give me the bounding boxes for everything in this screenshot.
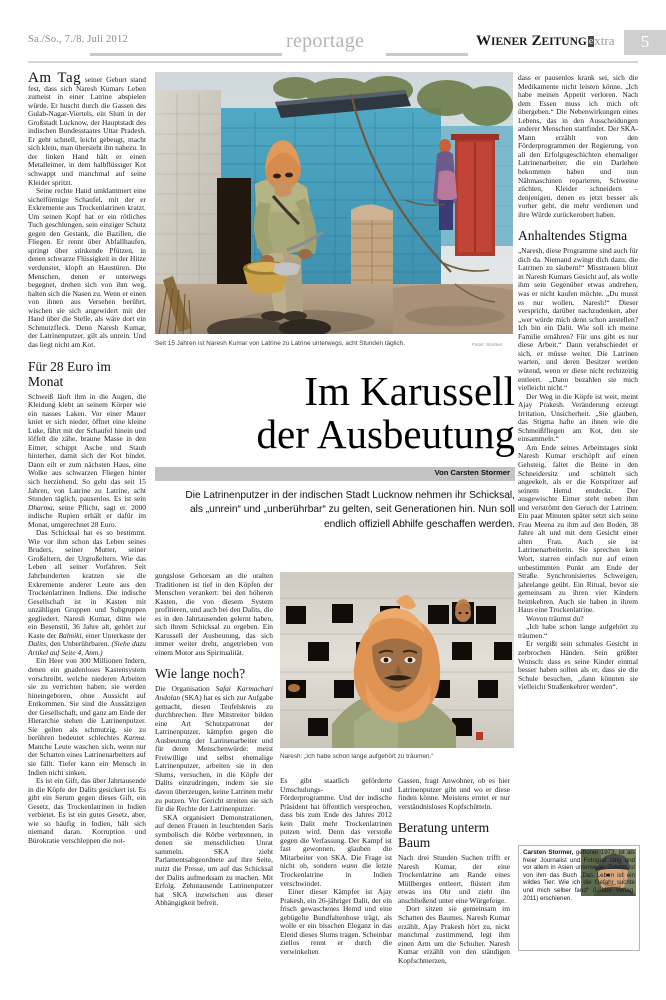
- c2-subhead: Wie lange noch?: [155, 666, 246, 682]
- headline-line-1: Im Karussell: [304, 368, 515, 414]
- second-photo-image: [280, 572, 514, 748]
- article-headline: [155, 370, 515, 456]
- section-name: reportage: [286, 30, 365, 52]
- c1-p3b: , seine Pflicht, sagt er. 2000 indische Rupien erhält er dafür im Monat, umgerechnet 28 Euro.: [28, 502, 146, 529]
- c1-p3-italic: Dharma: [28, 502, 53, 512]
- c1-lead-paragraph: [28, 70, 146, 187]
- c4-p2: Nach drei Stunden Suchen trifft er Naresh Kumar, der eine Trockenlatrine am Rande eines Müllberges entleert, flüstert ihm etwas ins Ohr und zieht ihn anschließend unter eine Würgefeige.: [398, 853, 510, 905]
- masthead-bottom-rule: [28, 61, 638, 63]
- logo-extra-label: [588, 33, 615, 49]
- c1-p4-italic-3: (Siehe dazu Artikel auf Seite 4, Anm.): [28, 639, 146, 657]
- c1-p5: [28, 657, 146, 777]
- c1-p2: Seine rechte Hand umklammert eine sichelförmige Schaufel, mit der er Exkremente aus Trockenlatrinen kratzt. Um seinen Kopf hat er ein rötliches Tuch geschlungen, sein einziger Schutz gegen den Gestank, die Bazillen, die Fliegen. Er rennt über Abfallhaufen, springt über stinkende Pfützen, in denen schwarze Flüssigkeit in der Hitze verdunstet, klopft an Haustüren. Die Menschen, denen er unterwegs begegnet, drehen sich von ihm weg, halten sich die Nasen zu. Wenn er einen von ihnen aus Versehen berührt, wischen sie sich angewidert mit der Hand über die Stelle, als wäre dort ein Schmutzfleck. Denn Naresh Kumar, der Latrinenputzer, gilt als unrein. Und das liegt nicht am Kot.: [28, 186, 147, 349]
- masthead-rule-right: [386, 53, 468, 56]
- c2-p2: [155, 685, 273, 813]
- masthead-rule-left: [90, 53, 282, 56]
- column-5: [518, 74, 638, 692]
- c3-p2: Einer dieser Kämpfer ist Ajay Prakesh, ein 26-jähriger Dalit, der ein frisch gewaschenes Hemd und eine gebügelte Bundfaltenhose trägt, als wolle er ein bisschen Eleganz in das Elend dieses Slums tragen. Scheinbar ziellos rennt er durch die verwinkelten: [280, 887, 392, 956]
- c1-p4-italic-2: Dalits: [28, 639, 47, 649]
- column-2: [155, 572, 273, 908]
- c4-p3: Dort sitzen sie gemeinsam im Schatten des Baumes. Naresh Kumar erzählt, Ajay Prakesh hört zu, nickt manchmal zustimmend, legt ihm einen Arm um die Schulter. Naresh Kumar erzählt von den ständigen Kopfschmerzen,: [398, 904, 510, 965]
- c3-p1: [280, 777, 392, 888]
- page-number-box: [624, 30, 666, 55]
- c2-p3: SKA organisiert Demonstrationen, auf denen Frauen in leuchtenden Saris symbolisch die Körbe verbrennen, in denen sie menschlichen Unrat sammeln. SKA zieht Parlamentsabgeordnete auf ihre Seite, nutzt die Presse, um auf das Schicksal der Dalits aufmerksam zu machen. Mit Erfolg. Zehntausende Latrinenputzer hat SKA inzwischen aus dieser Abhängigkeit befreit.: [155, 812, 273, 908]
- logo-word-wiener: WIENER: [476, 33, 528, 49]
- c1-p5-italic: Karma: [123, 733, 145, 743]
- c2-p2-italic: Safai Karmachari Andolan: [155, 684, 273, 703]
- main-photo-image: [155, 72, 513, 334]
- main-photo-credit: Fotos: Stormer: [472, 342, 503, 347]
- column-3: [280, 777, 392, 956]
- c5-subhead: Anhaltendes Stigma: [518, 228, 628, 244]
- logo-extra-rest: xtra: [594, 33, 615, 48]
- c1-p4: [28, 529, 146, 657]
- author-bio-box: [518, 845, 640, 951]
- c1-p4-italic-1: Balmiki: [58, 630, 82, 640]
- c1-p3a: Schweiß läuft ihm in die Augen, die Kleidung klebt an seinem Körper wie ein nasses Laken. Vor einer Mauer kniet er sich nieder, öffnet eine kleine Luke, fährt mit der Schaufel hinein und löffelt die zähe, braune Masse in den Eimer, schippt Asche und Staub hinterher, damit sich der Kot bindet. Dann eilt er zum nächsten Haus, eine Wolke aus schwarzen Fliegen hinter sich herziehend. So geht das seit 15 Jahren, von Latrine zu Latrine, acht Stunden täglich, pausenlos. Es ist sein: [28, 391, 146, 504]
- logo-word-zeitung: ZEITUNG: [531, 33, 587, 49]
- article-standfirst: Die Latrinenputzer in der indischen Stadt Lucknow nehmen ihr Schicksal, als „unrein“ und „unberührbar“ zu gelten, seit Generationen hin. Nun soll endlich offiziell Abhilfe geschaffen werden.: [185, 490, 515, 530]
- c1-p4a: Das Schicksal hat es so bestimmt. Wie vor ihm schon das Leben seines Bruders, seiner Mutter, seiner Großeltern, der Urgroßeltern. Wie das Leben all seiner Vorfahren. Seit Jahrhunderten kratzen sie die Exkremente anderer Leute aus den Trockenlatrinen Indiens. Die indische Gesellschaft ist in Kasten mit unzähligen Gruppen und Subgruppen gegliedert. Naresh Kumar, dünn wie ein Besenstil, 36 Jahre alt, gehört zur Kaste der: [28, 528, 146, 640]
- c3-p1-italic: wann: [341, 861, 358, 871]
- c5-p4: Am Ende seines Arbeitstages sinkt Naresh Kumar erschöpft auf einen Gehsteig, faltet die Beine in den Schneidersitz und schüttelt sich angeekelt, als er die Kotspritzer auf seinem Hemd entdeckt. Der ausgewischte Eimer steht neben ihm und verströmt den Geruch der Latrinen. Ein paar Minuten später setzt sich seine Frau Meena zu ihm auf den Boden, 38 Jahre alt und mit dem Gesicht einer alten Frau. Auch sie ist Latrinenarbeiterin. Sie sprechen kein Wort, starren einfach nur auf einen unbestimmten Punkt am Ende der Straße. Synchronisiertes Schweigen, jahrelange geübt. Ein Ritual, bevor sie gemeinsam zu ihren vier Kindern heimkehren. Auch sie haben in ihrem Haus eine Trockenlatrine.: [518, 442, 638, 615]
- c5-p3: Der Weg in die Köpfe ist weit, meint Ajay Prakesh. Veränderung erzeugt Irritation, Unsicherheit. „Sie glauben, das Stigma hafte an ihnen wie die Schmeißfliegen am Kot, den sie einsammeln.“: [518, 391, 638, 444]
- c1-p1: seiner Geburt stand fest, dass sich Naresh Kumars Leben zumeist in einer Latrine abspielen würde. Er huscht durch die Gassen des Gulab-Nagar-Viertels, ein Slum in der Großstadt Lucknow, der Hauptstadt des indischen Bundesstaates Uttar Pradesh. Er geht schnell, leicht gebeugt, macht sich klein, man übersieht ihn nahezu. In der linken Hand hält er einen Metalleimer, in dem halbflüssiger Kot schwappt und manchmal auf seine Kleider spritzt.: [28, 75, 146, 187]
- c4-subhead: Beratung unterm Baum: [398, 820, 490, 851]
- masthead: [28, 30, 650, 64]
- main-photo: [155, 72, 513, 334]
- headline-line-2: der Ausbeutung: [256, 411, 515, 457]
- article-byline: Von Carsten Stormer: [434, 468, 510, 477]
- c2-p2b: (SKA) hat es sich zur Aufgabe gemacht, diesen Teufelskreis zu durchbrechen. Ihre Mitstreiter bilden eine Art Schutzpatronat der Latrinenputzer, kämpfen gegen die Ausbeutung der Latrinenarbeiter und für deren Menschenwürde: meist Freiwillige und selbst ehemalige Latrinenputzer, arbeiten sie in den Slums, versuchen, in die Köpfe der Dalits einzudringen, indem sie sie davon überzeugen, keine Latrinen mehr zu putzen. Vor Gericht streiten sie sich für die Rechte der Latrinenputzer.: [155, 693, 273, 814]
- main-photo-caption: Seit 15 Jahren ist Naresh Kumar von Latrine zu Latrine unterwegs, acht Stunden täglich.: [155, 340, 406, 347]
- page-number: 5: [640, 32, 650, 51]
- c5-p6: „Ich habe schon lange aufgehört zu träumen.“: [518, 622, 638, 640]
- c3-p1b: die letzte Trockenlatrine in Indien verschwindet.: [280, 861, 392, 888]
- column-4: [398, 777, 510, 965]
- c1-lead-in: Am Tag: [28, 70, 82, 86]
- c1-p6: Es ist ein Gift, das über Jahrtausende in die Köpfe der Dalits gesickert ist. Es gibt ein Serum gegen dieses Gift, ein Gesetz, das Trockenlatrinen in Indien verbietet. Es ist ein gutes Gesetz, aber, wie so häufig in Indien, hält sich niemand daran. Korruption und Bürokratie verschleppen die not-: [28, 776, 146, 845]
- c3-p1a: Es gibt staatlich geförderte Umschulungs- und Förderprogramme. Und der indische Präsident hat öffentlich versprochen, dass bis zum Ende des Jahres 2012 kein Dalit mehr Trockenlatrinen putzen wird. Denn das verstoße gegen die Verfassung. Der Kampf ist fast gewonnen, glauben die Mitarbeiter von SKA. Die Frage ist nicht ob, sondern: [280, 776, 392, 871]
- c2-p2a: Die Organisation: [155, 684, 216, 694]
- c1-p4c: , den Unberührbaren.: [46, 639, 112, 649]
- c5-p7: Er vergißt sein schmales Gesicht in zerbrochen Händen. Sein größter Wunsch: dass es seine Kinder einmal besser haben sollen als er, dass sie die Schule besuchen, „dann könnten sie vielleicht Straßenkehrer werden“.: [518, 639, 638, 692]
- second-photo: [280, 572, 514, 748]
- c1-p5a: Ein Heer von 300 Millionen Indern, denen ein gnadenloses Kastensystem vorschreibt, welche niederen Arbeiten sie zu verrichten haben; sie werden hineingeboren, ohne Aussicht auf Entkommen. Sie sind die Aussätzigen der Gesellschaft, und ganz am Ende der Hierarchie stehen die Latrinenputzer. Sie gelten als schmutzig, sie zu berühren bedeutet schlechtes: [28, 656, 146, 743]
- wiener-zeitung-logo: [476, 32, 615, 50]
- column-1: [28, 70, 147, 845]
- c5-p1: dass er pausenlos krank sei, sich die Medikamente nicht leisten könne. „Ich habe meinen Appetit verloren. Nach dem Essen muss ich mich oft übergeben.“ Die Nebenwirkungen eines Lebens, das in den Ausscheidungen anderer Menschen stattfindet. Der SKA-Mann erzählt von den Förderprogrammen der Regierung, von all den Erfolgsgeschichten ehemaliger Latrinenarbeiter, die ein Darlehen bekommen haben und nun Nähmaschinen reparieren, Schweine züchten, Kleider schneidern – denjenigen, denen es jetzt besser als vorher geht, die mehr verdienen und ihre Würde zurückerobert haben.: [518, 73, 638, 219]
- logo-extra-e: e: [588, 36, 594, 47]
- c1-p4b: , einer Unterkaste der: [81, 630, 146, 640]
- c1-p3: [28, 393, 146, 530]
- author-bio-text: [523, 849, 635, 902]
- c1-p5b: . Manche Leute waschen sich, wenn nur der Schatten eines Latrinenarbeiters auf sie fällt. Tiefer kann ein Mensch in Indien nicht sinken.: [28, 733, 146, 777]
- issue-date: Sa./So., 7./8. Juli 2012: [28, 34, 128, 45]
- c1-subhead: Für 28 Euro im Monat: [28, 358, 111, 389]
- second-photo-caption: Naresh: „Ich habe schon lange aufgehört zu träumen.“: [280, 753, 434, 760]
- author-name: Carsten Stormer,: [523, 849, 574, 856]
- author-bio-body: geboren 1973, ist als freier Journalist und Fotograf tätig und vor allem in Asien unterwegs. Zuletzt ist von ihm das Buch „Das Leben ist ein wildes Tier: Wie ich die Gefahr suchte und mich selber fand“ (Lübbe Verlag, 2011) erschienen.: [523, 849, 635, 902]
- c4-p1: Gassen, fragt Anwohner, ob es hier Latrinenputzer gibt und wo er diese finden könne. Meistens erntet er nur verständnisloses Kopfschütteln.: [398, 776, 510, 811]
- c5-p5: Wovon träumst du?: [526, 613, 584, 623]
- c5-p2: „Naresh, diese Programme sind auch für dich da. Niemand zwingt dich dazu, die Latrinen zu säubern!“ Misstrauen blitzt in Naresh Kumars Gesicht auf, als wolle ihm sein Gegenüber etwas andrehen, was er nicht kaufen möchte. „Du musst es nur wollen, Naresh!“ Dieser verspricht, darüber nachzudenken, aber „wer würde mich denn schon anstellen? Ich bin ein Dalit. Wie soll ich meine Familie ernähren? Für uns gibt es nur diese Arbeit.“ Dann verabschiedet er sich, er müsse weiter. Die Latrinen warten, und deren Besitzer werden wütend, wenn er diese nicht rechtzeitig entleert. „Dann bezahlen sie mich vielleicht nicht.“: [518, 246, 638, 393]
- c2-p1: gungslose Gehorsam an die uralten Traditionen ist tief in den Köpfen der Menschen verankert: bei den höheren Kasten, die von diesem System profitieren, und auch bei den Dalits, die es in den Jahrtausenden gelernt haben, sich ihrem Schicksal zu ergeben. Ein Karussell der Ausbeutung, das sich immer weiter dreht, angetrieben von einem Motor aus Spiritualität.: [155, 571, 273, 657]
